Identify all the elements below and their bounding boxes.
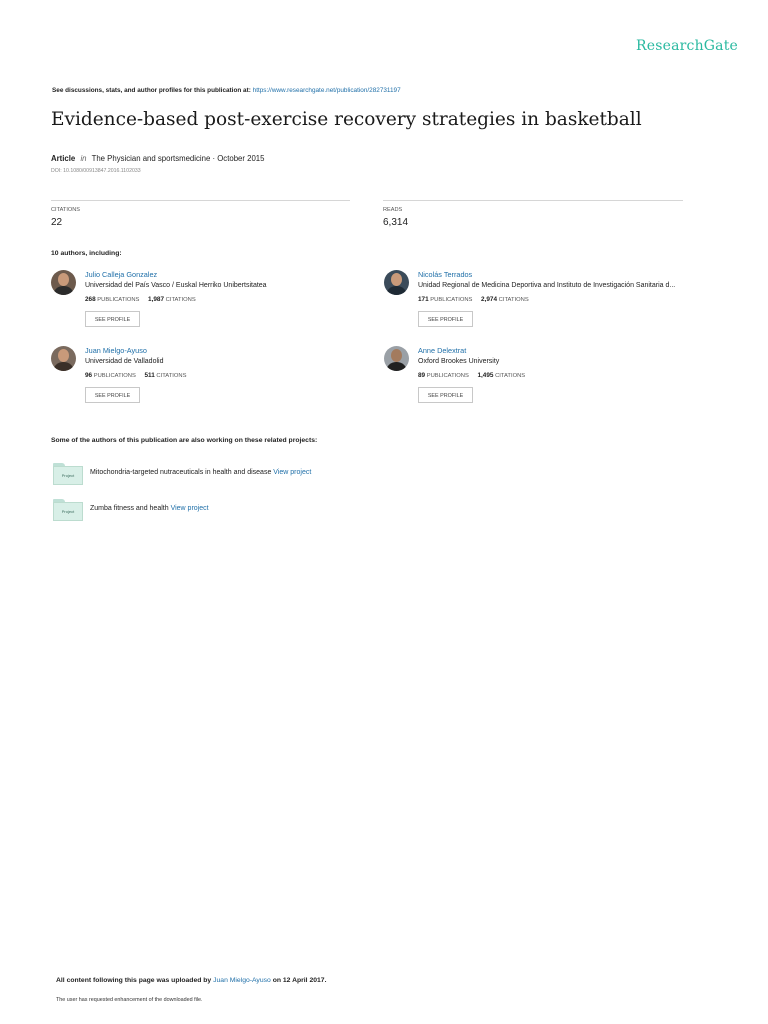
discussion-notice [52,87,401,94]
reads-label: READS [383,207,403,213]
publication-url-link[interactable]: https://www.researchgate.net/publication/282731197 [252,87,401,94]
author-name-link[interactable]: Anne Delextrat [418,346,467,355]
reads-count: 6,314 [383,217,409,228]
article-meta [51,154,264,163]
upload-notice [56,977,326,984]
author-citations-label: CITATIONS [156,373,187,379]
author-institution: Universidad de Valladolid [85,358,164,365]
view-project-link[interactable]: View project [273,469,312,476]
project-text [90,469,311,476]
author-citations-count: 511 [144,372,155,379]
author-citations-label: CITATIONS [498,297,529,303]
author-stats [85,372,186,379]
see-profile-button[interactable]: SEE PROFILE [418,387,473,403]
author-citations-count: 1,987 [148,296,165,303]
article-doi: DOI: 10.1080/00913847.2016.1102033 [51,168,141,174]
project-folder-icon [53,499,83,521]
avatar[interactable] [51,346,76,371]
author-name-link[interactable]: Julio Calleja Gonzalez [85,270,158,279]
citations-divider [51,200,350,201]
reads-divider [383,200,683,201]
author-card [384,346,714,416]
project-icon-label: Project [61,473,75,478]
author-name-link[interactable]: Juan Mielgo-Ayuso [85,346,147,355]
author-citations-label: CITATIONS [165,297,196,303]
author-citations-count: 1,495 [477,372,494,379]
project-icon-label: Project [61,509,75,514]
publications-count: 171 [418,296,429,303]
see-profile-button[interactable]: SEE PROFILE [85,311,140,327]
uploader-link[interactable]: Juan Mielgo-Ayuso [213,977,271,984]
project-text [90,505,209,512]
avatar[interactable] [384,346,409,371]
view-project-link[interactable]: View project [170,505,209,512]
project-item [53,499,373,523]
upload-notice-suffix: on 12 April 2017. [272,977,327,984]
publications-count: 268 [85,296,96,303]
publications-count: 96 [85,372,93,379]
author-citations-count: 2,974 [481,296,498,303]
publications-label: PUBLICATIONS [97,297,140,303]
projects-heading: Some of the authors of this publication are also working on these related projects: [51,437,318,444]
see-profile-button[interactable]: SEE PROFILE [85,387,140,403]
article-in-word: in [80,154,87,163]
author-card [51,346,381,416]
article-type: Article [51,154,76,163]
researchgate-logo[interactable]: ResearchGate [636,38,739,54]
citations-count: 22 [51,217,63,228]
author-stats [418,372,525,379]
publications-label: PUBLICATIONS [93,373,136,379]
see-profile-button[interactable]: SEE PROFILE [418,311,473,327]
publications-label: PUBLICATIONS [426,373,469,379]
publications-count: 89 [418,372,426,379]
authors-heading: 10 authors, including: [51,250,122,257]
avatar[interactable] [51,270,76,295]
author-citations-label: CITATIONS [495,373,526,379]
project-title: Mitochondria-targeted nutraceuticals in health and disease [90,469,272,476]
enhancement-note: The user has requested enhancement of the downloaded file. [56,997,203,1003]
publications-label: PUBLICATIONS [430,297,473,303]
project-folder-icon [53,463,83,485]
project-title: Zumba fitness and health [90,505,169,512]
author-stats [85,296,196,303]
article-title: Evidence-based post-exercise recovery strategies in basketball [51,109,642,130]
author-card [51,270,381,340]
author-institution: Oxford Brookes University [418,358,500,365]
author-institution: Universidad del País Vasco / Euskal Herriko Unibertsitatea [85,282,267,289]
author-institution: Unidad Regional de Medicina Deportiva and Instituto de Investigación Sanitaria d... [418,282,676,289]
discussion-notice-text: See discussions, stats, and author profiles for this publication at: [52,87,251,94]
avatar[interactable] [384,270,409,295]
journal-info: The Physician and sportsmedicine · October 2015 [91,154,265,163]
project-item [53,463,373,487]
author-card [384,270,714,340]
upload-notice-prefix: All content following this page was uploaded by [56,977,212,984]
author-name-link[interactable]: Nicolás Terrados [418,270,473,279]
citations-label: CITATIONS [51,207,81,213]
author-stats [418,296,529,303]
